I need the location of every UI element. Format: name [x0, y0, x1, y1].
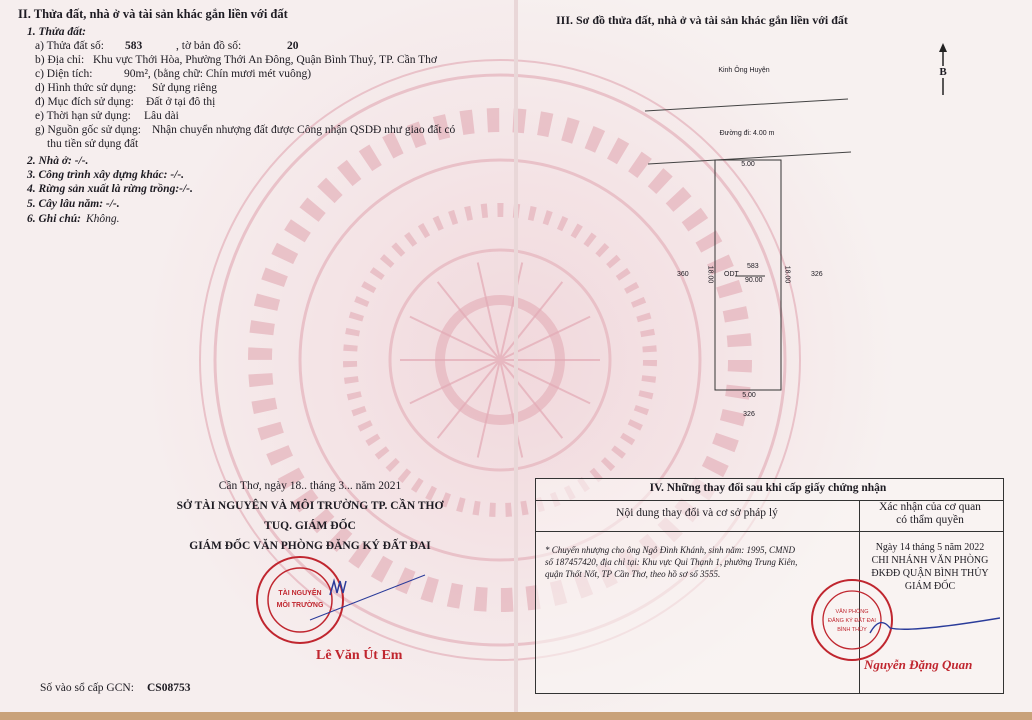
- land-heading: 1. Thửa đất:: [27, 26, 86, 38]
- change-line1: * Chuyển nhượng cho ông Ngô Đình Khánh, sinh năm: 1995, CMND: [545, 545, 795, 555]
- tuq: TUQ. GIÁM ĐỐC: [264, 520, 356, 532]
- page-edge: [0, 712, 1032, 720]
- origin-line2: thu tiền sử dụng đất: [47, 138, 139, 150]
- top-width: 5.00: [741, 161, 755, 168]
- right-signer: Nguyễn Đặng Quan: [864, 657, 973, 672]
- agency: SỞ TÀI NGUYÊN VÀ MÔI TRƯỜNG TP. CẦN THƠ: [176, 500, 444, 512]
- note: Không.: [86, 213, 120, 225]
- canal-line: [645, 99, 848, 111]
- page-fold: [514, 0, 518, 720]
- usage-form: Sử dụng riêng: [152, 82, 218, 94]
- confirm-date: Ngày 14 tháng 5 năm 2022: [875, 542, 985, 553]
- change-line2: số 187457420, địa chỉ tại: Khu vực Qui Thạnh 1, phường Trung Kiên,: [545, 557, 798, 567]
- svg-text:BÌNH THỦY: BÌNH THỦY: [837, 627, 867, 633]
- svg-text:TÀI NGUYÊN: TÀI NGUYÊN: [278, 590, 322, 597]
- parcel-no: 583: [125, 40, 143, 52]
- area: 90m², (bằng chữ: Chín mươi mét vuông): [124, 68, 312, 80]
- parcel-label: a) Thửa đất số:: [35, 40, 104, 52]
- left-length: 18.00: [706, 265, 714, 284]
- svg-text:VĂN PHÒNG: VĂN PHÒNG: [835, 609, 869, 615]
- purpose: Đất ở tại đô thị: [146, 96, 216, 108]
- parcel-no-diagram: 583: [747, 263, 759, 270]
- svg-text:ĐĂNG KÝ ĐẤT ĐAI: ĐĂNG KÝ ĐẤT ĐAI: [828, 618, 876, 624]
- left-stamp: [250, 555, 430, 655]
- right-neighbor: 326: [811, 271, 823, 278]
- right-stamp: [810, 578, 1000, 668]
- road-label: Đường đi: 4.00 m: [719, 130, 775, 137]
- forest: 4. Rừng sản xuất là rừng trồng:-/-.: [27, 183, 193, 195]
- north-label: B: [939, 66, 947, 78]
- house: 2. Nhà ở: -/-.: [27, 155, 89, 167]
- address: Khu vực Thới Hòa, Phường Thới An Đông, Quận Bình Thuỷ, TP. Cần Thơ: [93, 54, 438, 66]
- col2-header-line1: Xác nhận của cơ quan: [879, 501, 981, 513]
- purpose-label: đ) Mục đích sử dụng:: [35, 96, 134, 108]
- section2-title: II. Thửa đất, nhà ở và tài sản khác gắn liền với đất: [18, 7, 288, 21]
- land-type: ODT: [724, 271, 739, 278]
- origin-line1: Nhận chuyển nhượng đất được Công nhận QSDĐ như giao đất có: [152, 124, 456, 136]
- section4-title: IV. Những thay đổi sau khi cấp giấy chứng nhận: [649, 482, 887, 494]
- confirm-office2: ĐKĐĐ QUẬN BÌNH THỦY: [871, 568, 989, 579]
- perennial: 5. Cây lâu năm: -/-.: [27, 198, 120, 210]
- right-length: 18.00: [783, 265, 791, 284]
- address-label: b) Địa chỉ:: [35, 54, 85, 66]
- other-construction: 3. Công trình xây dựng khác: -/-.: [27, 169, 185, 181]
- date-line: Cần Thơ, ngày 18.. tháng 3... năm 2021: [218, 480, 402, 492]
- map-no: 20: [287, 40, 299, 52]
- section3-title: III. Sơ đồ thửa đất, nhà ở và tài sản khác gắn liền với đất: [556, 13, 848, 27]
- col2-header-line2: có thẩm quyền: [896, 514, 964, 526]
- canal-label: Kinh Ông Huyện: [718, 67, 770, 74]
- bottom-width: 5.00: [742, 392, 756, 399]
- confirm-office1: CHI NHÁNH VĂN PHÒNG: [871, 555, 989, 566]
- change-line3: quận Thốt Nốt, TP Cần Thơ, theo hồ sơ số 3555.: [545, 569, 721, 579]
- register-label: Số vào sổ cấp GCN:: [40, 682, 134, 694]
- term: Lâu dài: [144, 110, 179, 122]
- left-neighbor: 360: [677, 271, 689, 278]
- area-label: c) Diện tích:: [35, 68, 93, 80]
- map-label: , tờ bản đồ số:: [176, 40, 242, 52]
- confirm-title: GIÁM ĐỐC: [904, 581, 956, 592]
- origin-label: g) Nguồn gốc sử dụng:: [35, 124, 141, 136]
- register-no: CS08753: [147, 682, 191, 694]
- office-title: GIÁM ĐỐC VĂN PHÒNG ĐĂNG KÝ ĐẤT ĐAI: [189, 540, 431, 552]
- note-label: 6. Ghi chú:: [27, 213, 81, 225]
- usage-form-label: d) Hình thức sử dụng:: [35, 82, 137, 94]
- left-signer: Lê Văn Út Em: [316, 648, 403, 663]
- svg-text:MÔI TRƯỜNG: MÔI TRƯỜNG: [276, 602, 324, 609]
- signature-mark: [330, 581, 346, 595]
- parcel-area: 90.00: [745, 277, 763, 284]
- bottom-neighbor: 326: [743, 411, 755, 418]
- parcel-diagram: [600, 40, 980, 430]
- col1-header: Nội dung thay đổi và cơ sở pháp lý: [616, 507, 778, 519]
- term-label: e) Thời hạn sử dụng:: [35, 110, 131, 122]
